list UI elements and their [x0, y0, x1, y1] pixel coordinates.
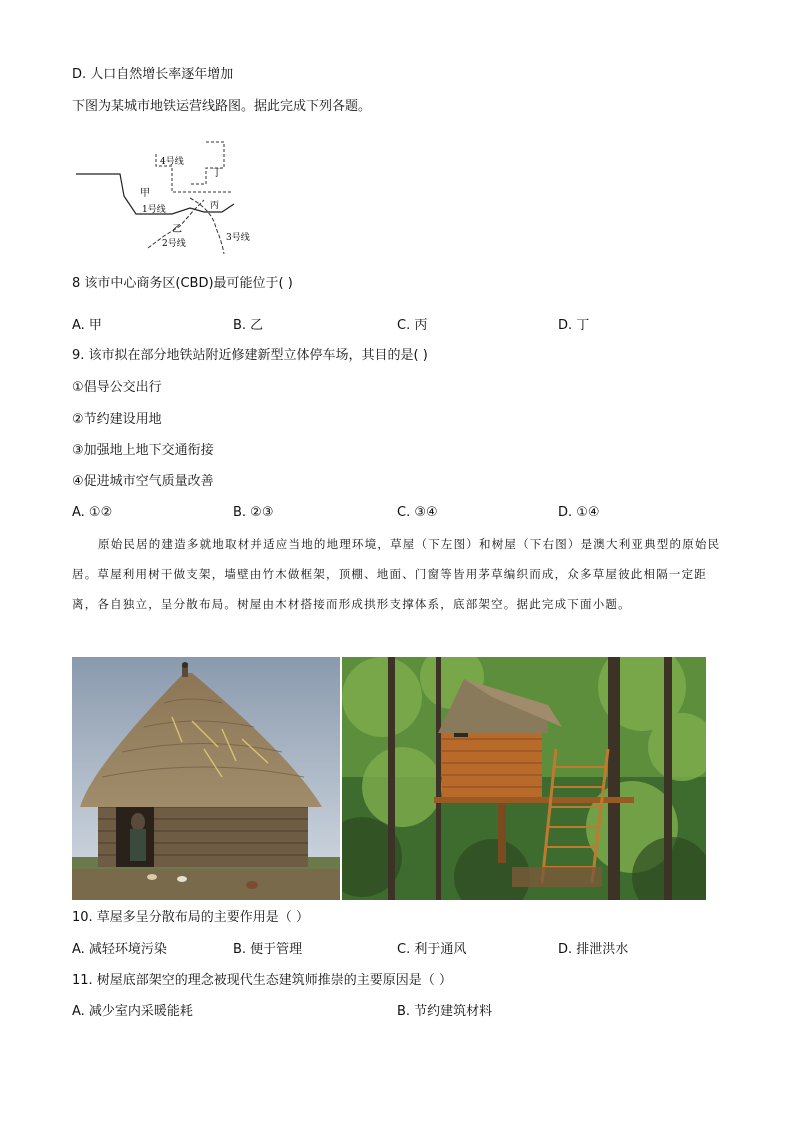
q9-option-a[interactable]: A. ①② — [72, 505, 113, 520]
q9-option-b[interactable]: B. ②③ — [233, 505, 274, 520]
tree-house-photo — [342, 657, 706, 900]
q11-option-b[interactable]: B. 节约建筑材料 — [397, 1004, 493, 1019]
q9-option-c[interactable]: C. ③④ — [397, 505, 438, 520]
q9-item-4: ④促进城市空气质量改善 — [72, 474, 214, 489]
q9-option-d[interactable]: D. ①④ — [558, 505, 600, 520]
passage-dwellings: 原始民居的建造多就地取材并适应当地的地理环境，草屋（下左图）和树屋（下右图）是澳大利亚典型的原始民居。草屋利用树干做支架，墙壁由竹木做框架，顶棚、地面、门窗等皆用茅草编织而成，众多草屋彼此相隔一定距离，各自独立，呈分散布局。树屋由木材搭接而形成拱形支撑体系，底部架空。据此完成下面小题。 — [72, 537, 721, 611]
metro-intro: 下图为某城市地铁运营线路图。据此完成下列各题。 — [72, 99, 372, 114]
label-line-2: 2号线 — [162, 239, 186, 249]
q8-option-b[interactable]: B. 乙 — [233, 318, 264, 333]
q10-option-b[interactable]: B. 便于管理 — [233, 942, 303, 957]
question-9-stem: 9. 该市拟在部分地铁站附近修建新型立体停车场，其目的是( ) — [72, 348, 428, 363]
q8-option-a[interactable]: A. 甲 — [72, 318, 102, 333]
q8-option-c[interactable]: C. 丙 — [397, 318, 428, 333]
q11-option-a[interactable]: A. 减少室内采暖能耗 — [72, 1004, 193, 1019]
q9-item-3: ③加强地上地下交通衔接 — [72, 443, 214, 458]
label-yi: 乙 — [172, 224, 182, 235]
q10-option-a[interactable]: A. 减轻环境污染 — [72, 942, 167, 957]
label-line-1: 1号线 — [142, 205, 166, 215]
q9-item-1: ①倡导公交出行 — [72, 380, 162, 395]
q9-item-2: ②节约建设用地 — [72, 412, 162, 427]
question-11-stem: 11. 树屋底部架空的理念被现代生态建筑师推崇的主要原因是（ ） — [72, 973, 452, 988]
q8-option-d[interactable]: D. 丁 — [558, 318, 590, 333]
label-line-4: 4号线 — [160, 157, 184, 167]
question-10-stem: 10. 草屋多呈分散布局的主要作用是（ ） — [72, 910, 309, 925]
question-8-stem: 8 该市中心商务区(CBD)最可能位于( ) — [72, 276, 293, 291]
label-bing: 丙 — [210, 201, 220, 211]
label-jia: 甲 — [140, 188, 150, 199]
label-line-3: 3号线 — [226, 233, 250, 243]
q10-option-d[interactable]: D. 排泄洪水 — [558, 942, 629, 957]
grass-hut-photo — [72, 657, 340, 900]
q10-option-c[interactable]: C. 利于通风 — [397, 942, 467, 957]
metro-line-map — [72, 138, 272, 256]
label-ding: 丁 — [212, 168, 222, 179]
previous-option-d: D. 人口自然增长率逐年增加 — [72, 67, 234, 82]
